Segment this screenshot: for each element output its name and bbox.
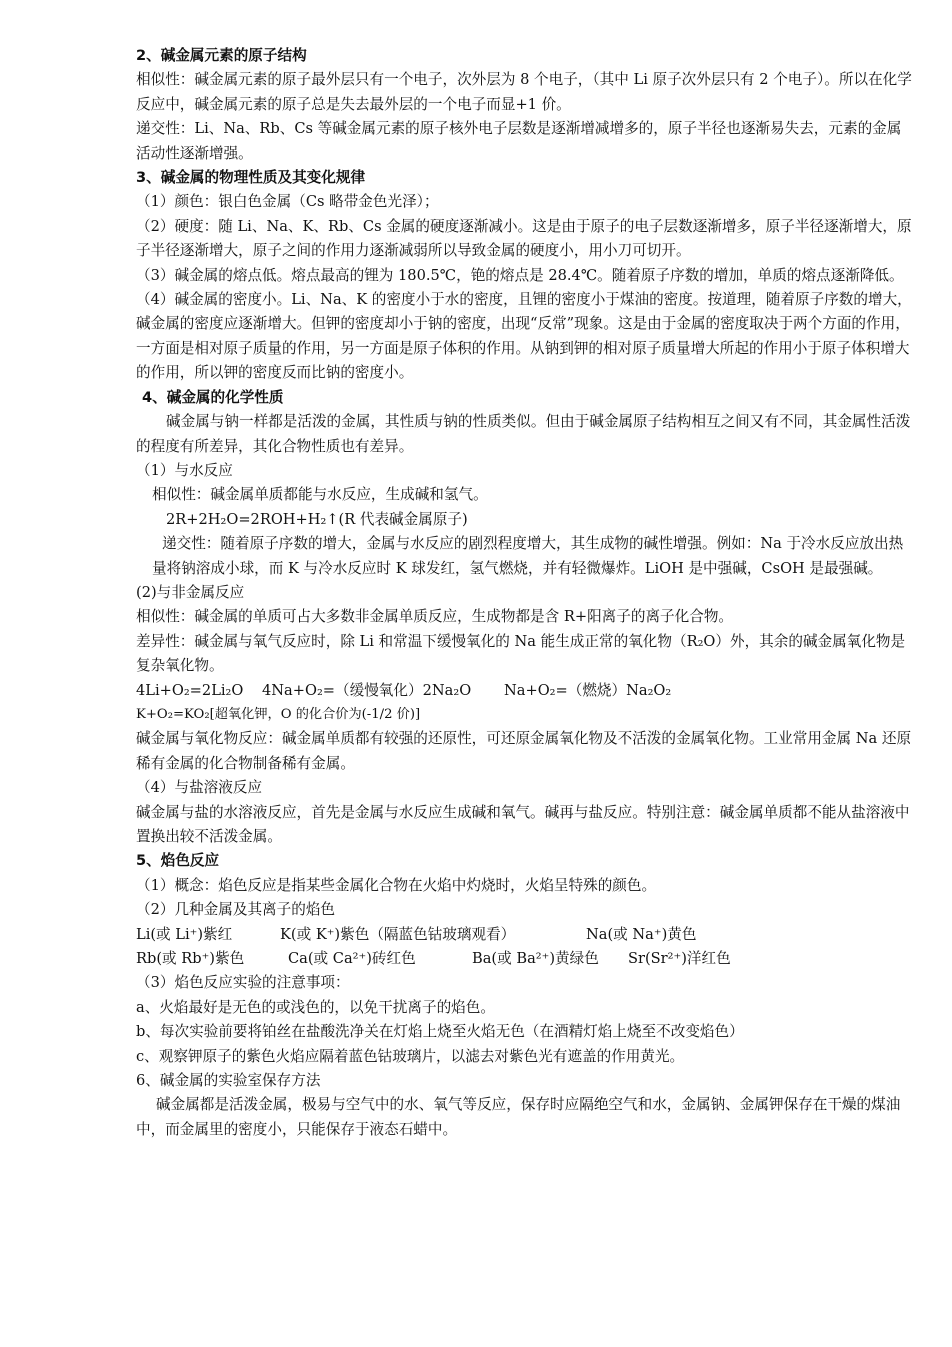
flame-color-na: Na(或 Na⁺)黄色 xyxy=(586,925,697,943)
flame-note-b: b、每次实验前要将铂丝在盐酸洗净关在灯焰上烧至火焰无色（在酒精灯焰上烧至不改变焰色） xyxy=(136,1023,744,1041)
section-2-gradient: 递交性：Li、Na、Rb、Cs 等碱金属元素的原子核外电子层数是逐渐增减增多的，原子半径也逐渐易失去，元素的金属活动性逐渐增强。 xyxy=(136,120,902,162)
flame-color-li: Li(或 Li⁺)紫红 xyxy=(136,925,233,943)
section-4-intro: 碱金属与钠一样都是活泼的金属，其性质与钠的性质类似。但由于碱金属原子结构相互之间又有不同，其金属性活泼的程度有所差异，其化合物性质也有差异。 xyxy=(136,413,911,455)
section-6-text: 碱金属都是活泼金属，极易与空气中的水、氧气等反应，保存时应隔绝空气和水，金属钠、金属钾保存在干燥的煤油中，而金属里的密度小，只能保存于液态石蜡中。 xyxy=(136,1096,901,1138)
nonmetal-reaction-similarity: 相似性：碱金属的单质可占大多数非金属单质反应，生成物都是含 R+阳离子的离子化合物。 xyxy=(136,608,734,626)
section-3-heading: 3、碱金属的物理性质及其变化规律 xyxy=(136,169,366,187)
salt-reaction-title: （4）与盐溶液反应 xyxy=(136,779,263,797)
flame-colors-row-2 xyxy=(136,947,912,971)
flame-color-k: K(或 K⁺)紫色（隔蓝色钴玻璃观看） xyxy=(280,925,516,943)
flame-note-c: c、观察钾原子的紫色火焰应隔着蓝色钴玻璃片，以滤去对紫色光有遮盖的作用黄光。 xyxy=(136,1047,685,1065)
section-2-heading: 2、碱金属元素的原子结构 xyxy=(136,47,307,64)
flame-colors-title: （2）几种金属及其离子的焰色 xyxy=(136,901,336,919)
document-page xyxy=(136,44,912,1142)
flame-colors-row-1 xyxy=(136,923,912,947)
equation-k-superoxide: K+O₂=KO₂[超氧化钾，O 的化合价为(-1/2 价)] xyxy=(136,706,421,722)
flame-color-rb: Rb(或 Rb⁺)紫色 xyxy=(136,950,245,968)
equation-na-slow-oxidation: 4Na+O₂=（缓慢氧化）2Na₂O xyxy=(262,681,472,699)
water-reaction-similarity: 相似性：碱金属单质都能与水反应，生成碱和氢气。 xyxy=(152,486,488,504)
flame-notes-title: （3）焰色反应实验的注意事项： xyxy=(136,974,350,992)
oxide-reaction: 碱金属与氧化物反应：碱金属单质都有较强的还原性，可还原金属氧化物及不活泼的金属氧化物。工业常用金属 Na 还原稀有金属的化合物制备稀有金属。 xyxy=(136,730,912,772)
flame-concept: （1）概念：焰色反应是指某些金属化合物在火焰中灼烧时，火焰呈特殊的颜色。 xyxy=(136,876,657,894)
section-6-heading: 6、碱金属的实验室保存方法 xyxy=(136,1072,321,1090)
oxygen-equations-row xyxy=(136,679,912,703)
salt-reaction-text: 碱金属与盐的水溶液反应，首先是金属与水反应生成碱和氧气。碱再与盐反应。特别注意：碱金属单质都不能从盐溶液中置换出较不活泼金属。 xyxy=(136,803,910,845)
section-3-hardness: （2）硬度：随 Li、Na、K、Rb、Cs 金属的硬度逐渐减小。这是由于原子的电子层数逐渐增多，原子半径逐渐增大，原子半径逐渐增大，原子之间的作用力逐渐减弱所以导致金属的硬度小，用小刀可切开。 xyxy=(136,217,912,260)
section-3-melting-point: （3）碱金属的熔点低。熔点最高的锂为 180.5℃，铯的熔点是 28.4℃。随着原子序数的增加，单质的熔点逐渐降低。 xyxy=(136,266,904,284)
section-5-heading: 5、焰色反应 xyxy=(136,852,220,870)
section-2-similarity: 相似性：碱金属元素的原子最外层只有一个电子，次外层为 8 个电子，（其中 Li 原子次外层只有 2 个电子）。所以在化学反应中，碱金属元素的原子总是失去最外层的一个电子而显+1 价。 xyxy=(136,71,912,113)
nonmetal-reaction-difference: 差异性：碱金属与氧气反应时，除 Li 和常温下缓慢氧化的 Na 能生成正常的氧化物（R₂O）外，其余的碱金属氧化物是复杂氧化物。 xyxy=(136,632,906,675)
section-3-density: （4）碱金属的密度小。Li、Na、K 的密度小于水的密度，且锂的密度小于煤油的密度。按道理，随着原子序数的增大，碱金属的密度应逐渐增大。但钾的密度却小于钠的密度，出现“反常”现象。这是由于金属的密度取决于两个方面的作用，一方面是相对原子质量的作用，另一方面是原子体积的作用。从钠到钾的相对原子质量增大所起的作用小于原子体积增大的作用，所以钾的密度反而比钠的密度小。 xyxy=(136,291,912,382)
flame-note-a: a、火焰最好是无色的或浅色的，以免干扰离子的焰色。 xyxy=(136,998,495,1016)
flame-color-sr: Sr(Sr²⁺)洋红色 xyxy=(628,950,731,968)
equation-na-combustion: Na+O₂=（燃烧）Na₂O₂ xyxy=(504,681,672,699)
water-reaction-gradient: 递交性：随着原子序数的增大，金属与水反应的剧烈程度增大，其生成物的碱性增强。例如：Na 于冷水反应放出热量将钠溶成小球，而 K 与冷水反应时 K 球发红，氢气燃烧，并有轻微爆炸。LiOH 是中强碱，CsOH 是最强碱。 xyxy=(152,535,904,577)
section-3-color: （1）颜色：银白色金属（Cs 略带金色光泽）； xyxy=(136,193,439,211)
nonmetal-reaction-title: (2)与非金属反应 xyxy=(136,583,245,601)
water-reaction-equation: 2R+2H₂O=2ROH+H₂↑(R 代表碱金属原子) xyxy=(166,510,468,528)
flame-color-ba: Ba(或 Ba²⁺)黄绿色 xyxy=(472,950,599,968)
section-4-heading: 4、碱金属的化学性质 xyxy=(142,388,284,406)
water-reaction-title: （1）与水反应 xyxy=(136,461,233,479)
flame-color-ca: Ca(或 Ca²⁺)砖红色 xyxy=(288,950,416,968)
equation-li-oxygen: 4Li+O₂=2Li₂O xyxy=(136,681,244,699)
